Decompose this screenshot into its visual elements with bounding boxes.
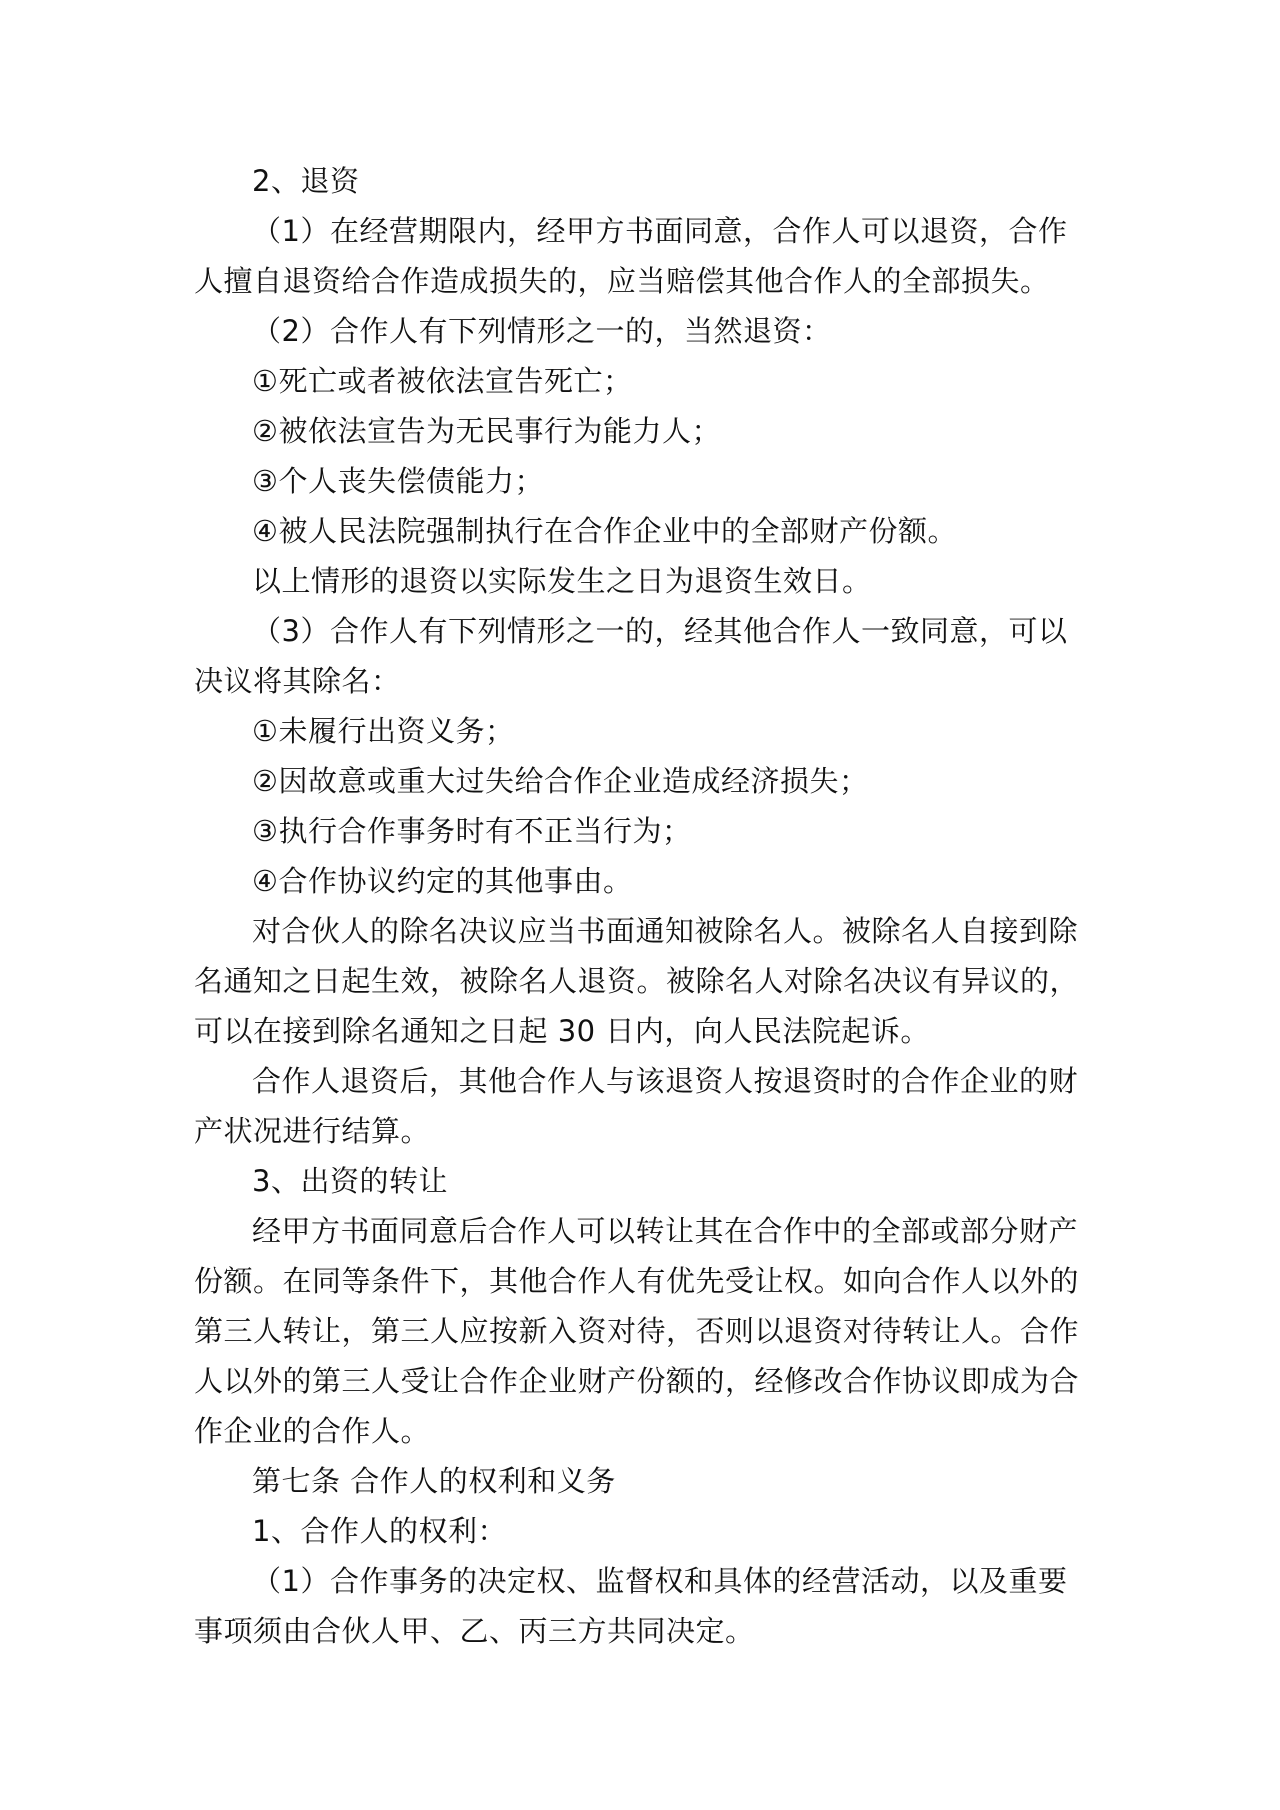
paragraph-rights-1: （1）合作事务的决定权、监督权和具体的经营活动，以及重要事项须由合伙人甲、乙、丙三方共同决定。 [194,1564,1068,1648]
paragraph-effective-date: 以上情形的退资以实际发生之日为退资生效日。 [252,564,872,598]
paragraph-transfer: 经甲方书面同意后合作人可以转让其在合作中的全部或部分财产份额。在同等条件下，其他合作人有优先受让权。如向合作人以外的第三人转让，第三人应按新入资对待，否则以退资对待转让人。合作人以外的第三人受让合作企业财产份额的，经修改合作协议即成为合作企业的合作人。 [194,1214,1080,1448]
paragraph-withdrawal-1: （1）在经营期限内，经甲方书面同意，合作人可以退资，合作人擅自退资给合作造成损失的，应当赔偿其他合作人的全部损失。 [194,214,1068,298]
paragraph-expulsion-notice: 对合伙人的除名决议应当书面通知被除名人。被除名人自接到除名通知之日起生效，被除名人退资。被除名人对除名决议有异议的，可以在接到除名通知之日起 30 日内，向人民法院起诉。 [194,914,1080,1048]
list-item: ③执行合作事务时有不正当行为； [252,814,692,848]
document-body [194,156,1094,1656]
article-heading-rights-duties: 第七条 合作人的权利和义务 [252,1464,616,1498]
list-item: ③个人丧失偿债能力； [252,464,544,498]
list-item: ④被人民法院强制执行在合作企业中的全部财产份额。 [252,514,957,548]
section-heading-transfer: 3、出资的转让 [252,1164,448,1198]
section-heading-rights: 1、合作人的权利： [252,1514,507,1548]
list-item: ②被依法宣告为无民事行为能力人； [252,414,721,448]
list-item: ④合作协议约定的其他事由。 [252,864,633,898]
paragraph-settlement: 合作人退资后，其他合作人与该退资人按退资时的合作企业的财产状况进行结算。 [194,1064,1079,1148]
list-item: ②因故意或重大过失给合作企业造成经济损失； [252,764,869,798]
list-item: ①未履行出资义务； [252,714,515,748]
paragraph-withdrawal-2: （2）合作人有下列情形之一的，当然退资： [252,314,832,348]
paragraph-withdrawal-3: （3）合作人有下列情形之一的，经其他合作人一致同意，可以决议将其除名： [194,614,1068,698]
section-heading-withdrawal: 2、退资 [252,164,360,198]
list-item: ①死亡或者被依法宣告死亡； [252,364,633,398]
